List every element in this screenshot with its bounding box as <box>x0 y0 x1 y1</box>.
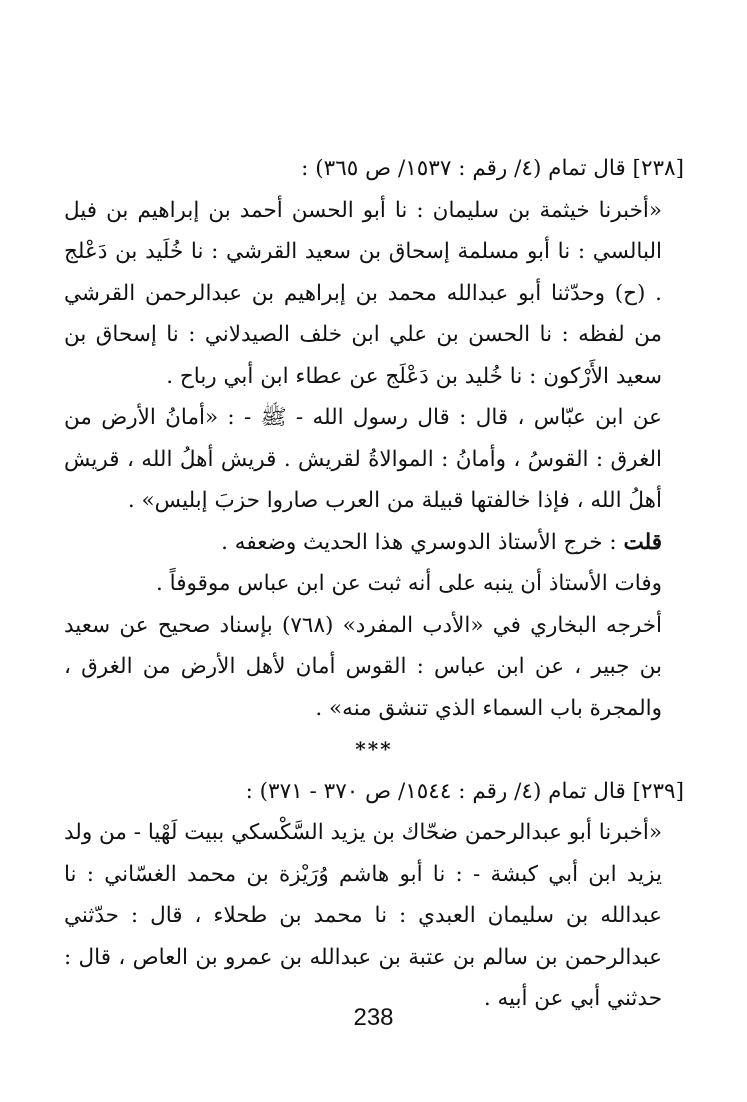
entry-239-isnad: «أخبرنا أبو عبدالرحمن ضحّاك بن يزيد السَّكْسكي ببيت لَهْيا - من ولد يزيد ابن أبي كبشة - : نا أبو هاشم وُرَيْزة بن محمد الغسّاني : نا عبدالله بن سليمان العبدي : نا محمد بن طحلاء ، قال : حدّثني عبدالرحمن بن سالم بن عتبة بن عبدالله بن عمرو بن العاص ، قال : حدثني أبي عن أبيه . <box>64 820 662 1011</box>
page-number: 238 <box>353 1004 394 1031</box>
qultu-label: قلت <box>623 529 662 555</box>
section-separator: *** <box>355 737 393 761</box>
entry-239-heading: [٢٣٩] قال تمام (٤/ رقم : ١٥٤٤/ ص ٣٧٠ - ٣٧١) : <box>245 778 684 804</box>
entry-238-matn: عن ابن عبّاس ، قال : قال رسول الله - ﷺ - : «أمانُ الأرض من الغرق : القوسُ ، وأمانُ : الموالاةُ لقريش . قريش أهلُ الله ، قريش أهلُ الله ، فإذا خالفتها قبيلة من العرب صاروا حزبَ إبليس» . <box>64 405 662 513</box>
takhrij-paragraph: أخرجه البخاري في «الأدب المفرد» (٧٦٨) بإسناد صحيح عن سعيد بن جبير ، عن ابن عباس : القوس أمان لأهل الأرض من الغرق ، والمجرة باب السماء الذي تنشق منه» . <box>64 612 662 721</box>
page-body <box>64 148 684 1020</box>
qultu-text: : خرج الأستاذ الدوسري هذا الحديث وضعفه . <box>221 529 617 555</box>
entry-238-heading: [٢٣٨] قال تمام (٤/ رقم : ١٥٣٧/ ص ٣٦٥) : <box>301 156 684 181</box>
note-paragraph: وفات الأستاذ أن ينبه على أنه ثبت عن ابن عباس موقوفاً . <box>156 571 662 596</box>
entry-238-isnad: «أخبرنا خيثمة بن سليمان : نا أبو الحسن أحمد بن إبراهيم بن فيل البالسي : نا أبو مسلمة إسحاق بن سعيد القرشي : نا خُلَيد بن دَعْلج . (ح) وحدّثنا أبو عبدالله محمد بن إبراهيم بن عبدالرحمن القرشي من لفظه : نا الحسن بن علي ابن خلف الصيدلاني : نا إسحاق بن سعيد الأَرْكون : نا خُليد بن دَعْلَج عن عطاء ابن أبي رباح . <box>64 197 662 389</box>
qultu-paragraph <box>64 522 684 564</box>
